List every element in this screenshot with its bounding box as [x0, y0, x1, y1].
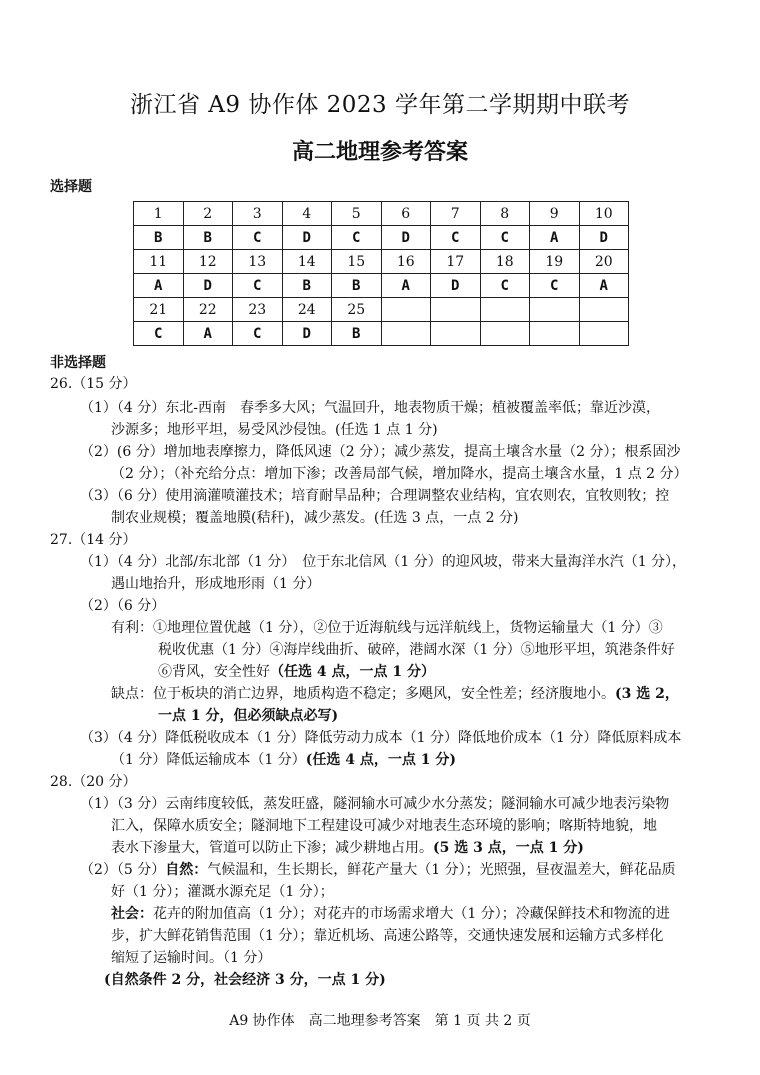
answer-letter-cell: D	[431, 274, 481, 298]
answer-letter-cell: C	[480, 226, 530, 250]
nonmcq-section-label: 非选择题	[50, 355, 106, 371]
answer-letter-cell	[431, 322, 481, 346]
question-number-cell: 3	[233, 202, 283, 226]
question-number-cell: 16	[381, 250, 431, 274]
page-footer: A9 协作体 高二地理参考答案 第 1 页 共 2 页	[229, 1013, 531, 1029]
answer-letter-cell: D	[282, 322, 332, 346]
question-number-cell	[381, 298, 431, 322]
answer-letter-cell: C	[233, 274, 283, 298]
question-number-cell: 5	[332, 202, 382, 226]
question-number-cell: 15	[332, 250, 382, 274]
question-number-cell: 8	[480, 202, 530, 226]
answer-letter-cell: D	[381, 226, 431, 250]
answer-letter-cell: C	[134, 322, 184, 346]
q28-social-line2: 步，扩大鲜花销售范围（1 分）；靠近机场、高速公路等，交通快速发展和运输方式多样化	[111, 928, 664, 944]
question-number-cell: 24	[282, 298, 332, 322]
q28-part2-label: （2）（5 分）	[80, 862, 166, 878]
q27-part3-line2	[111, 750, 456, 770]
question-number-cell: 17	[431, 250, 481, 274]
answer-letter-cell: C	[431, 226, 481, 250]
answer-letter-cell: A	[183, 322, 233, 346]
q27-cons-line2: 一点 1 分，但必须缺点必写)	[158, 708, 339, 724]
question-number-cell: 14	[282, 250, 332, 274]
q28-part2-line1	[80, 860, 676, 880]
q28-social-text: 花卉的附加值高（1 分）；对花卉的市场需求增大（1 分）；冷藏保鲜技术和物流的进	[153, 906, 670, 922]
answer-letter-cell	[381, 322, 431, 346]
answer-letter-cell: D	[183, 274, 233, 298]
q28-header: 28.（20 分）	[50, 774, 137, 790]
question-number-cell	[480, 298, 530, 322]
answer-letter-row	[134, 274, 629, 298]
question-number-cell: 18	[480, 250, 530, 274]
question-number-cell: 23	[233, 298, 283, 322]
q28-part1-line3	[111, 838, 584, 858]
answer-letter-row	[134, 226, 629, 250]
q28-social-line1	[111, 904, 670, 924]
question-number-cell: 4	[282, 202, 332, 226]
q28-natural-label: 自然：	[165, 862, 208, 878]
q28-part1-text: 表水下渗量大，管道可以防止下渗；减少耕地占用。	[111, 840, 433, 856]
q27-header: 27.（14 分）	[50, 532, 137, 548]
exam-title: 浙江省 A9 协作体 2023 学年第二学期期中联考	[129, 92, 631, 118]
answer-key-title: 高二地理参考答案	[291, 140, 468, 165]
answer-letter-cell: A	[579, 274, 629, 298]
question-number-row	[134, 298, 629, 322]
question-number-cell: 20	[579, 250, 629, 274]
q26-part3-line2: 制农业规模；覆盖地膜(秸秆)，减少蒸发。(任选 3 点，一点 2 分)	[111, 510, 519, 526]
answer-letter-cell: A	[134, 274, 184, 298]
q27-pros-line3-text: ⑥背风，安全性好	[158, 664, 270, 680]
answer-letter-cell: B	[332, 322, 382, 346]
answer-letter-cell: C	[332, 226, 382, 250]
q28-natural-text: 气候温和，生长期长，鲜花产量大（1 分）；光照强，昼夜温差大，鲜花品质	[207, 862, 676, 878]
q28-part1-line1: （1）（3 分）云南纬度较低，蒸发旺盛，隧洞输水可减少水分蒸发；隧洞输水可减少地表污染物	[80, 796, 670, 812]
q26-header: 26.（15 分）	[50, 376, 137, 392]
question-number-row	[134, 202, 629, 226]
question-number-cell: 12	[183, 250, 233, 274]
q27-part1-line1: （1）（4 分）北部/东北部（1 分） 位于东北信风（1 分）的迎风坡，带来大量海洋水汽（1 分），	[80, 554, 687, 570]
question-number-cell: 21	[134, 298, 184, 322]
q27-part3-text: （1 分）降低运输成本（1 分）	[111, 752, 306, 768]
q28-part1-line2: 汇入，保障水质安全；隧洞地下工程建设可减少对地表生态环境的影响；喀斯特地貌，地	[111, 818, 657, 834]
q26-part1-line1: （1）（4 分）东北-西南 春季多大风；气温回升，地表物质干燥；植被覆盖率低；靠近沙漠，	[80, 400, 660, 416]
answer-letter-row	[134, 322, 629, 346]
q26-part2-line1: （2）(6 分）增加地表摩擦力，降低风速（2 分）；减少蒸发，提高土壤含水量（2 分）；根系固沙	[80, 444, 681, 460]
q27-part1-line2: 遇山地抬升，形成地形雨（1 分）	[111, 576, 321, 592]
answer-letter-cell: C	[233, 322, 283, 346]
q27-pros-line3	[158, 662, 435, 682]
q28-social-label: 社会：	[111, 906, 153, 922]
answer-letter-cell	[480, 322, 530, 346]
q28-part1-scoring-note: (5 选 3 点，一点 1 分)	[433, 840, 584, 856]
q27-pros-line1: 有利：①地理位置优越（1 分），②位于近海航线与远洋航线上，货物运输量大（1 分）③	[111, 620, 663, 636]
q27-part2-header: （2）（6 分）	[80, 598, 166, 614]
question-number-cell	[530, 298, 580, 322]
answer-letter-cell: D	[282, 226, 332, 250]
q27-cons-scoring-note: (3 选 2，	[615, 686, 679, 702]
q27-part3-scoring-note: (任选 4 点，一点 1 分)	[305, 752, 456, 768]
answer-letter-cell: A	[381, 274, 431, 298]
answer-letter-cell: C	[530, 274, 580, 298]
question-number-cell: 9	[530, 202, 580, 226]
question-number-cell: 7	[431, 202, 481, 226]
answer-letter-cell: B	[134, 226, 184, 250]
answer-letter-cell: C	[233, 226, 283, 250]
question-number-cell: 2	[183, 202, 233, 226]
answer-letter-cell: A	[530, 226, 580, 250]
question-number-cell: 13	[233, 250, 283, 274]
question-number-row	[134, 250, 629, 274]
q26-part1-line2: 沙源多；地形平坦，易受风沙侵蚀。(任选 1 点 1 分)	[111, 422, 438, 438]
q26-part3-line1: （3）（6 分）使用滴灌喷灌技术；培育耐旱品种；合理调整农业结构，宜农则农，宜牧则牧；控	[80, 488, 670, 504]
question-number-cell: 19	[530, 250, 580, 274]
answer-letter-cell: B	[282, 274, 332, 298]
answer-letter-cell	[530, 322, 580, 346]
mcq-answer-table	[133, 201, 629, 346]
question-number-cell	[431, 298, 481, 322]
question-number-cell: 25	[332, 298, 382, 322]
q27-cons-line1	[111, 684, 679, 704]
answer-letter-cell: C	[480, 274, 530, 298]
answer-letter-cell: B	[183, 226, 233, 250]
question-number-cell: 11	[134, 250, 184, 274]
q27-cons-text: 缺点：位于板块的消亡边界，地质构造不稳定；多飓风，安全性差；经济腹地小。	[111, 686, 615, 702]
q27-pros-line2: 税收优惠（1 分）④海岸线曲折、破碎，港阔水深（1 分）⑤地形平坦，筑港条件好	[158, 642, 675, 658]
q26-part2-line2: （2 分）；（补充给分点：增加下渗；改善局部气候，增加降水，提高土壤含水量，1 点 2 分）	[111, 466, 688, 482]
q27-part3-line1: （3）（4 分）降低税收成本（1 分）降低劳动力成本（1 分）降低地价成本（1 分）降低原料成本	[80, 730, 682, 746]
q28-scoring-note: (自然条件 2 分，社会经济 3 分，一点 1 分)	[104, 972, 386, 988]
question-number-cell: 10	[579, 202, 629, 226]
question-number-cell: 22	[183, 298, 233, 322]
question-number-cell: 6	[381, 202, 431, 226]
question-number-cell	[579, 298, 629, 322]
mcq-section-label: 选择题	[50, 179, 92, 195]
answer-letter-cell: D	[579, 226, 629, 250]
q28-social-line3: 缩短了运输时间。（1 分）	[111, 950, 272, 966]
question-number-cell: 1	[134, 202, 184, 226]
answer-letter-cell	[579, 322, 629, 346]
q27-pros-scoring-note: （任选 4 点，一点 1 分）	[270, 664, 435, 680]
answer-letter-cell: B	[332, 274, 382, 298]
q28-part2-line2: 好（1 分）；灌溉水源充足（1 分）；	[111, 884, 334, 900]
